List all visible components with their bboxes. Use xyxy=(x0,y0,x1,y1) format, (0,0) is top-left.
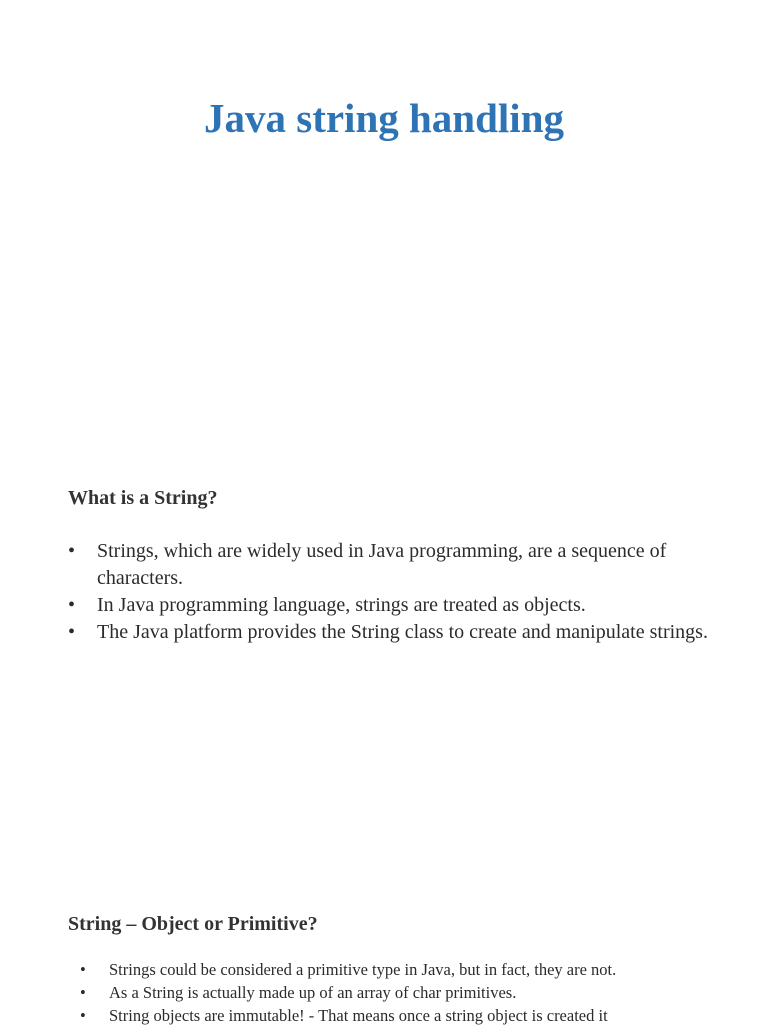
bullet-text: Strings could be considered a primitive type in Java, but in fact, they are not. xyxy=(109,960,617,979)
list-item xyxy=(68,619,708,646)
bullet-text: The Java platform provides the String class to create and manipulate strings. xyxy=(97,621,708,643)
bullet-icon: • xyxy=(80,960,86,979)
bullet-icon: • xyxy=(68,621,76,643)
page-title: Java string handling xyxy=(204,95,564,141)
bullet-text: Strings, which are widely used in Java programming, are a sequence of characters. xyxy=(97,540,667,589)
bullet-icon: • xyxy=(80,983,86,1002)
section-heading-what-is-a-string: What is a String? xyxy=(68,487,218,509)
bullet-icon: • xyxy=(68,594,76,616)
list-item xyxy=(80,958,730,981)
bullet-list-what-is-a-string xyxy=(68,538,708,646)
bullet-text: String objects are immutable! - That means once a string object is created it xyxy=(109,1006,608,1025)
bullet-list-object-or-primitive xyxy=(80,958,730,1027)
section-heading-object-or-primitive: String – Object or Primitive? xyxy=(68,913,318,935)
list-item xyxy=(80,981,730,1004)
list-item xyxy=(68,538,708,592)
bullet-text: As a String is actually made up of an array of char primitives. xyxy=(109,983,517,1002)
bullet-icon: • xyxy=(80,1006,86,1025)
bullet-icon: • xyxy=(68,540,76,562)
list-item xyxy=(68,592,708,619)
bullet-text: In Java programming language, strings are treated as objects. xyxy=(97,594,586,616)
